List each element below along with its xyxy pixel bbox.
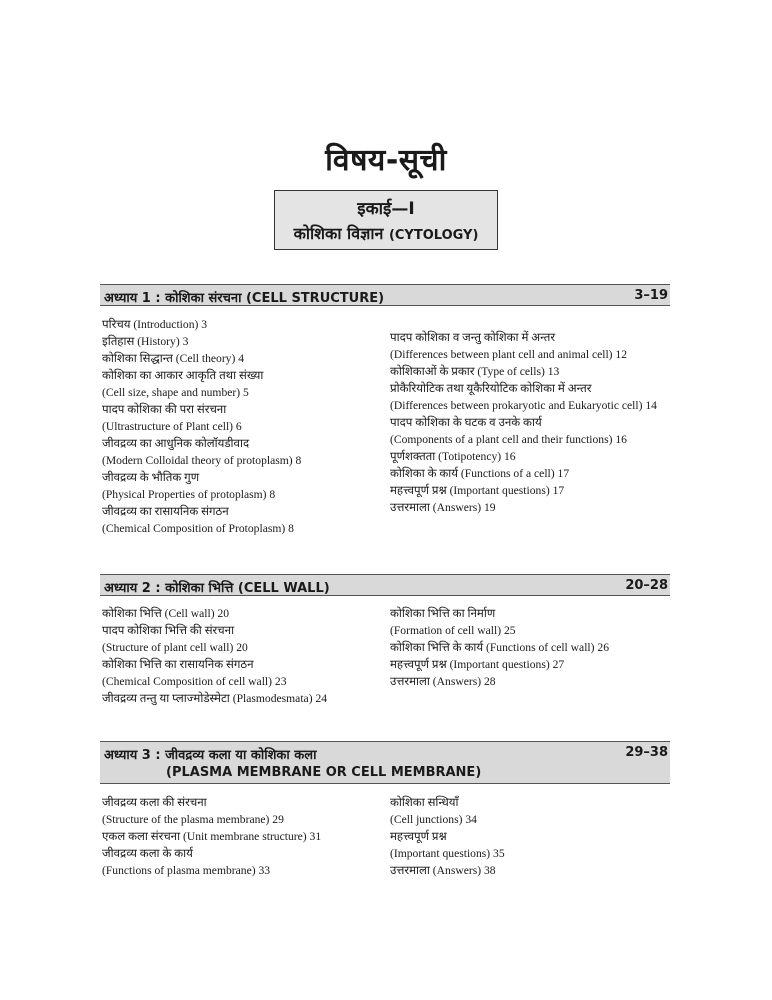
toc-entry: कोशिका का आकार आकृति तथा संख्या [102,369,264,382]
page-title: विषय-सूची [325,143,447,178]
toc-entry: कोशिका भित्ति (Cell wall) 20 [102,607,230,620]
toc-entry: पादप कोशिका भित्ति की संरचना [102,624,235,637]
toc-entry: कोशिका सन्धियाँ [390,796,459,809]
unit-subject-hi: कोशिका विज्ञान [293,224,384,243]
unit-subject [275,222,497,244]
toc-entry: (Differences between plant cell and animal cell) 12 [390,348,628,361]
chapter-1-left-list [102,316,301,537]
chapter-3-right-list [390,794,505,879]
toc-entry: जीवद्रव्य कला की संरचना [102,796,207,809]
toc-entry: (Formation of cell wall) 25 [390,624,516,637]
toc-entry: (Important questions) 35 [390,847,505,860]
toc-entry: (Structure of the plasma membrane) 29 [102,813,284,826]
chapter-title: अध्याय 1 : कोशिका संरचना (CELL STRUCTURE) [104,291,385,306]
chapter-header-1 [100,284,670,306]
toc-entry: परिचय (Introduction) 3 [102,318,208,331]
chapter-3-left-list [102,794,321,879]
toc-entry: पादप कोशिका की परा संरचना [102,403,227,416]
toc-entry: उत्तरमाला (Answers) 19 [390,501,496,514]
toc-entry: (Physical Properties of protoplasm) 8 [102,488,276,501]
toc-entry: (Modern Colloidal theory of protoplasm) 8 [102,454,302,467]
chapter-1-right-list [390,329,657,516]
toc-entry: कोशिका भित्ति का निर्माण [390,607,496,620]
toc-entry: कोशिका भित्ति का रासायनिक संगठन [102,658,254,671]
chapter-pages: 3–19 [634,288,668,303]
chapter-title: अध्याय 3 : जीवद्रव्य कला या कोशिका कला [104,748,317,763]
toc-entry: पादप कोशिका के घटक व उनके कार्य [390,416,542,429]
toc-entry: कोशिकाओं के प्रकार (Type of cells) 13 [390,365,560,378]
chapter-2-left-list [102,605,327,707]
chapter-pages: 20–28 [625,578,668,593]
chapter-header-2 [100,574,670,596]
toc-entry: जीवद्रव्य का रासायनिक संगठन [102,505,229,518]
toc-entry: (Components of a plant cell and their functions) 16 [390,433,627,446]
toc-entry: उत्तरमाला (Answers) 28 [390,675,496,688]
toc-entry: महत्त्वपूर्ण प्रश्न (Important questions) 17 [390,484,565,497]
toc-entry: (Functions of plasma membrane) 33 [102,864,271,877]
toc-entry: जीवद्रव्य तन्तु या प्लाज्मोडेस्मेटा (Plasmodesmata) 24 [102,692,328,705]
toc-entry: पूर्णशक्तता (Totipotency) 16 [390,450,516,463]
toc-entry: कोशिका भित्ति के कार्य (Functions of cell wall) 26 [390,641,609,654]
unit-label: इकाई—I [357,199,415,219]
toc-entry: पादप कोशिका व जन्तु कोशिका में अन्तर [390,331,556,344]
toc-entry: (Differences between prokaryotic and Eukaryotic cell) 14 [390,399,657,412]
toc-entry: (Chemical Composition of cell wall) 23 [102,675,287,688]
toc-entry: (Cell size, shape and number) 5 [102,386,249,399]
chapter-pages: 29–38 [625,745,668,760]
toc-entry: (Chemical Composition of Protoplasm) 8 [102,522,294,535]
chapter-title: अध्याय 2 : कोशिका भित्ति (CELL WALL) [104,581,330,596]
chapter-header-3 [100,741,670,784]
toc-entry: कोशिका के कार्य (Functions of a cell) 17 [390,467,570,480]
toc-entry: महत्त्वपूर्ण प्रश्न (Important questions) 27 [390,658,565,671]
chapter-2-right-list [390,605,609,690]
toc-entry: इतिहास (History) 3 [102,335,189,348]
toc-entry: (Ultrastructure of Plant cell) 6 [102,420,242,433]
unit-subject-en: (CYTOLOGY) [388,228,479,243]
unit-box [274,190,498,250]
toc-entry: उत्तरमाला (Answers) 38 [390,864,496,877]
toc-entry: (Structure of plant cell wall) 20 [102,641,248,654]
toc-entry: (Cell junctions) 34 [390,813,477,826]
toc-entry: एकल कला संरचना (Unit membrane structure) 31 [102,830,322,843]
toc-entry: जीवद्रव्य के भौतिक गुण [102,471,200,484]
toc-entry: जीवद्रव्य कला के कार्य [102,847,193,860]
chapter-subtitle: (PLASMA MEMBRANE OR CELL MEMBRANE) [166,765,482,780]
toc-entry: कोशिका सिद्धान्त (Cell theory) 4 [102,352,245,365]
toc-entry: महत्त्वपूर्ण प्रश्न [390,830,447,843]
toc-entry: जीवद्रव्य का आधुनिक कोलॉयडीवाद [102,437,250,450]
toc-entry: प्रोकैरियोटिक तथा यूकैरियोटिक कोशिका में अन्तर [390,382,592,395]
